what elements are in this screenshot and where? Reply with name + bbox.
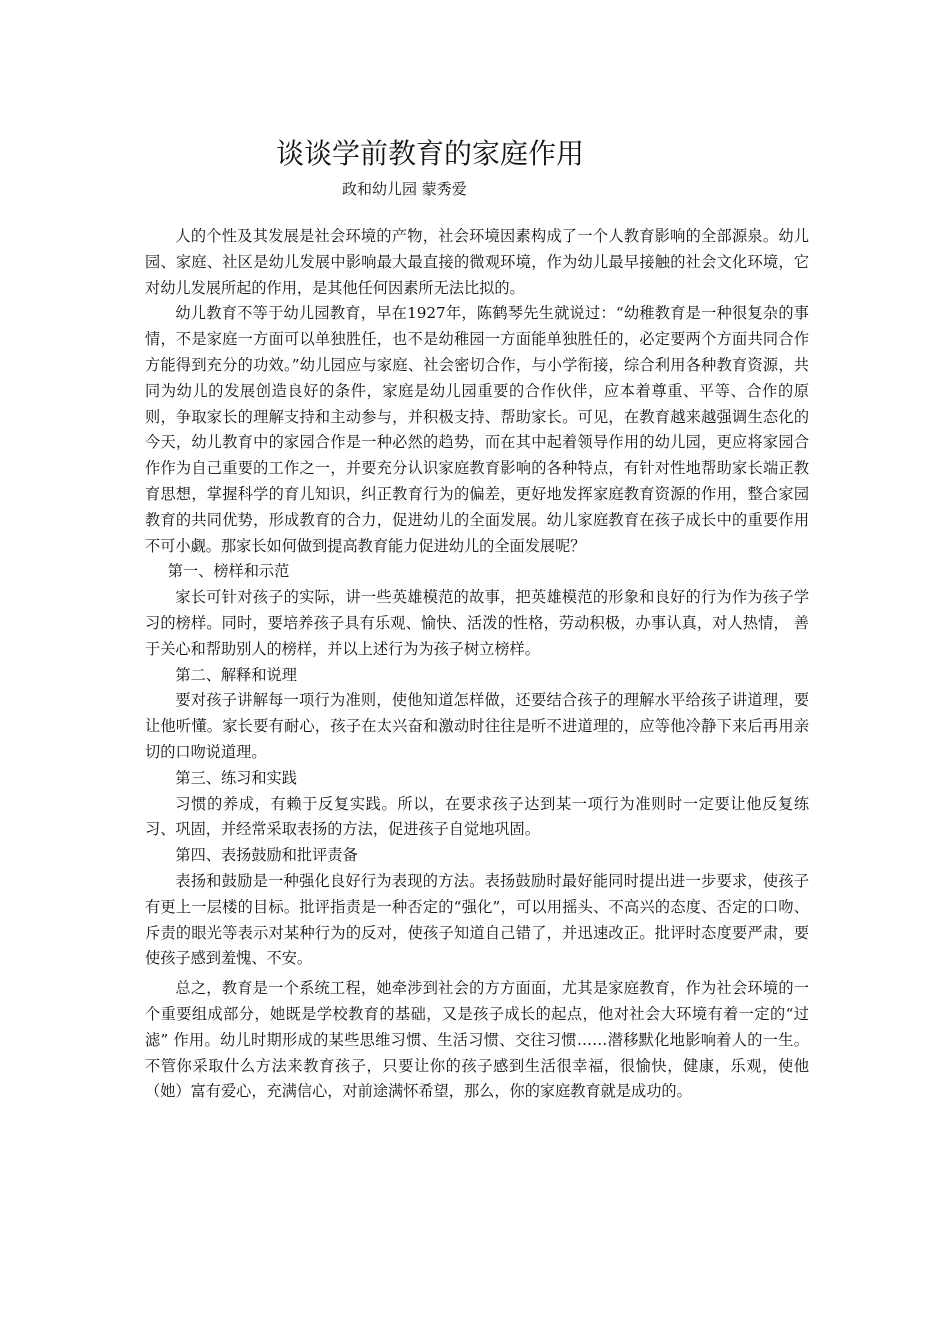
conclusion-paragraph: 总之，教育是一个系统工程，她牵涉到社会的方方面面，尤其是家庭教育，作为社会环境的一个重要组成部分，她既是学校教育的基础，又是孩子成长的起点，他对社会大环境有着一定的“过滤” 作用。幼儿时期形成的某些思维习惯、生活习惯、交往习惯……潜移默化地影响着人的一生。不管你采取什么方法来教育孩子，只要让你的孩子感到生活很幸福，很愉快，健康，乐观，使他（她）富有爱心，充满信心，对前途满怀希望，那么，你的家庭教育就是成功的。 <box>145 979 809 1101</box>
section-paragraph: 要对孩子讲解每一项行为准则，使他知道怎样做，还要结合孩子的理解水平给孩子讲道理，要让他听懂。家长要有耐心，孩子在太兴奋和激动时往往是听不进道理的，应等他冷静下来后再用亲切的口吻说道理。 <box>145 691 809 761</box>
section-heading: 第二、解释和说理 <box>175 665 297 684</box>
document-body <box>145 224 809 1105</box>
intro-paragraph: 人的个性及其发展是社会环境的产物，社会环境因素构成了一个人教育影响的全部源泉。幼儿园、家庭、社区是幼儿发展中影响最大最直接的微观环境，作为幼儿最早接触的社会文化环境，它对幼儿发展所起的作用，是其他任何因素所无法比拟的。 <box>145 227 809 297</box>
document-title: 谈谈学前教育的家庭作用 <box>276 137 585 170</box>
section-heading: 第一、榜样和示范 <box>167 562 290 581</box>
author-line: 政和幼儿园 蒙秀爱 <box>342 180 467 198</box>
body-paragraph: 幼儿教育不等于幼儿园教育，早在1927年，陈鹤琴先生就说过：“幼稚教育是一种很复杂的事情，不是家庭一方面可以单独胜任，也不是幼稚园一方面能单独胜任的，必定要两个方面共同合作方能得到充分的功效。”幼儿园应与家庭、社会密切合作，与小学衔接，综合利用各种教育资源，共同为幼儿的发展创造良好的条件，家庭是幼儿园重要的合作伙伴，应本着尊重、平等、合作的原则，争取家长的理解支持和主动参与，并积极支持、帮助家长。可见，在教育越来越强调生态化的今天，幼儿教育中的家园合作是一种必然的趋势，而在其中起着领导作用的幼儿园，更应将家园合作作为自己重要的工作之一，并要充分认识家庭教育影响的各种特点，有针对性地帮助家长端正教育思想，掌握科学的育儿知识，纠正教育行为的偏差，更好地发挥家庭教育资源的作用，整合家园教育的共同优势，形成教育的合力，促进幼儿的全面发展。幼儿家庭教育在孩子成长中的重要作用不可小觑。那家长如何做到提高教育能力促进幼儿的全面发展呢？ <box>145 304 809 555</box>
section-heading: 第三、练习和实践 <box>175 768 297 787</box>
section-paragraph: 家长可针对孩子的实际，讲一些英雄模范的故事，把英雄模范的形象和良好的行为作为孩子学习的榜样。同时，要培养孩子具有乐观、愉快、活泼的性格，劳动积极，办事认真，对人热情， 善于关心和帮助别人的榜样，并以上述行为为孩子树立榜样。 <box>145 588 809 658</box>
section-heading: 第四、表扬鼓励和批评责备 <box>175 846 358 865</box>
section-paragraph: 习惯的养成，有赖于反复实践。所以，在要求孩子达到某一项行为准则时一定要让他反复练习、巩固，并经常采取表扬的方法，促进孩子自觉地巩固。 <box>145 794 809 839</box>
section-paragraph: 表扬和鼓励是一种强化良好行为表现的方法。表扬鼓励时最好能同时提出进一步要求，使孩子有更上一层楼的目标。批评指责是一种否定的“强化”，可以用摇头、不高兴的态度、否定的口吻、斥责的眼光等表示对某种行为的反对，使孩子知道自己错了，并迅速改正。批评时态度要严肃，要使孩子感到羞愧、不安。 <box>145 871 809 968</box>
